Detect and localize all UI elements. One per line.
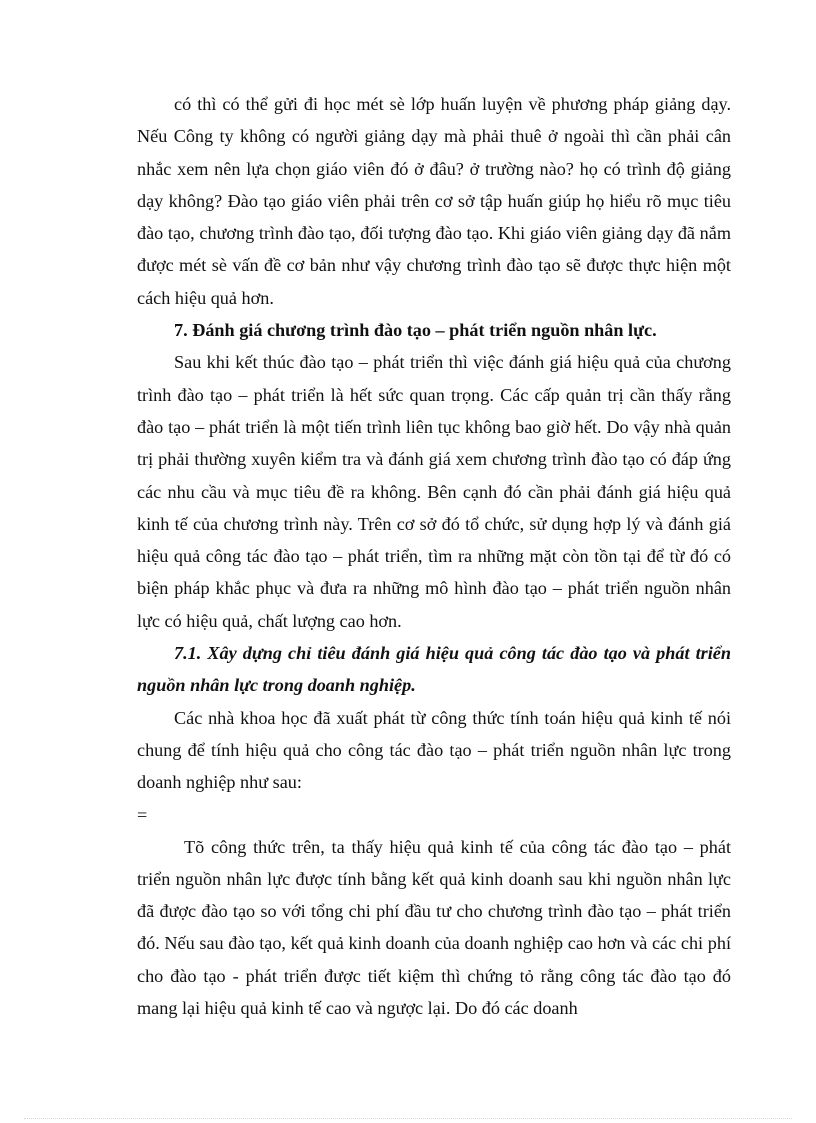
paragraph-teacher-training: có thì có thể gửi đi học mét sè lớp huấn luyện về phương pháp giảng dạy. Nếu Công ty không có người giảng dạy mà phải thuê ở ngoài thì cần phải cân nhắc xem nên lựa chọn giáo viên đó ở đâu? ở trường nào? họ có trình độ giảng dạy không? Đào tạo giáo viên phải trên cơ sở tập huấn giúp họ hiểu rõ mục tiêu đào tạo, chương trình đào tạo, đối tượng đào tạo. Khi giáo viên giảng dạy đã nắm được mét sè vấn đề cơ bản như vậy chương trình đào tạo sẽ được thực hiện một cách hiệu quả hơn. xyxy=(137,94,731,308)
page-bottom-border xyxy=(24,1118,792,1119)
heading-section-7: 7. Đánh giá chương trình đào tạo – phát triển nguồn nhân lực. xyxy=(174,320,657,341)
document-body xyxy=(137,88,731,1024)
heading-section-7-1: 7.1. Xây dựng chỉ tiêu đánh giá hiệu quả công tác đào tạo và phát triển nguồn nhân lực trong doanh nghiệp. xyxy=(137,643,731,696)
paragraph-formula-intro: Các nhà khoa học đã xuất phát từ công thức tính toán hiệu quả kinh tế nói chung để tính hiệu quả cho công tác đào tạo – phát triển nguồn nhân lực trong doanh nghiệp như sau: xyxy=(137,707,731,793)
paragraph-evaluation: Sau khi kết thúc đào tạo – phát triển thì việc đánh giá hiệu quả của chương trình đào tạo – phát triển là hết sức quan trọng. Các cấp quản trị cần thấy rằng đào tạo – phát triển là một tiến trình liên tục không bao giờ hết. Do vậy nhà quản trị phải thường xuyên kiểm tra và đánh giá xem chương trình đào tạo có đáp ứng các nhu cầu và mục tiêu đề ra không. Bên cạnh đó cần phải đánh giá hiệu quả kinh tế của chương trình này. Trên cơ sở đó tổ chức, sử dụng hợp lý và đánh giá hiệu quả công tác đào tạo – phát triển, tìm ra những mặt còn tồn tại để từ đó có biện pháp khắc phục và đưa ra những mô hình đào tạo – phát triển nguồn nhân lực có hiệu quả, chất lượng cao hơn. xyxy=(137,352,731,631)
formula-equals: = xyxy=(137,804,148,825)
paragraph-formula-explanation: Tõ công thức trên, ta thấy hiệu quả kinh tế của công tác đào tạo – phát triển nguồn nhân lực được tính bằng kết quả kinh doanh sau khi nguồn nhân lực đã được đào tạo so với tổng chi phí đầu tư cho chương trình đào tạo – phát triển đó. Nếu sau đào tạo, kết quả kinh doanh của doanh nghiệp cao hơn và các chi phí cho đào tạo - phát triển được tiết kiệm thì chứng tỏ rằng công tác đào tạo đó mang lại hiệu quả kinh tế cao và ngược lại. Do đó các doanh xyxy=(137,836,731,1019)
